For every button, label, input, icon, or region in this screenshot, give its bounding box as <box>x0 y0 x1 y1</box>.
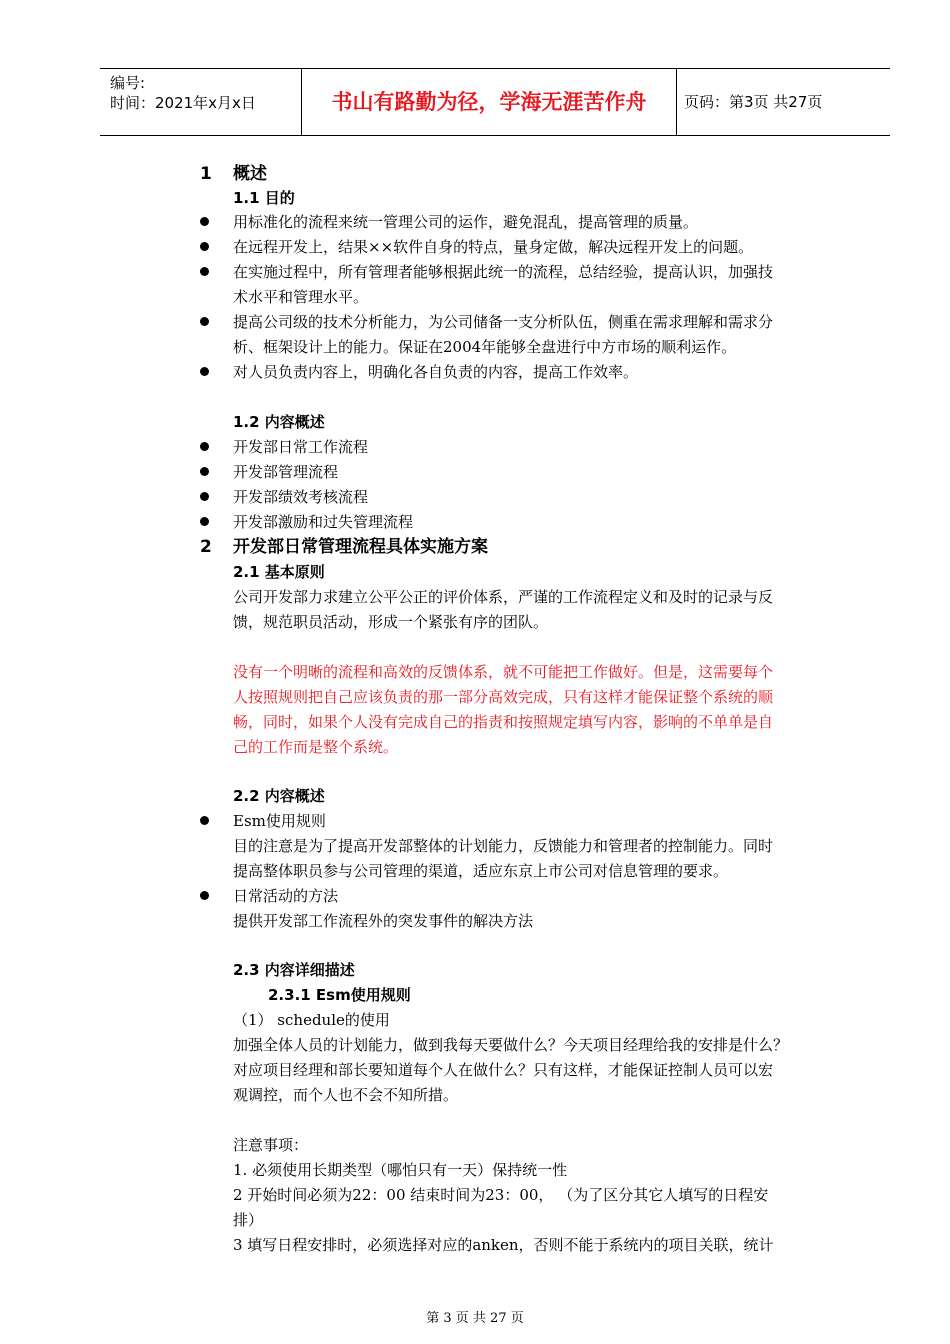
section-1-2-title: 1.2 内容概述 <box>233 413 325 431</box>
page-footer: 第 3 页 共 27 页 <box>426 1311 524 1326</box>
list-item: 开发部日常工作流程 <box>233 438 369 456</box>
date-label: 时间：2021年x月x日 <box>110 94 256 112</box>
paragraph-line: 排） <box>233 1211 264 1229</box>
paragraph-line: （1） schedule的使用 <box>233 1011 390 1029</box>
list-item: 在远程开发上，结果××软件自身的特点，量身定做，解决远程开发上的问题。 <box>233 238 754 256</box>
list-item: 提高公司级的技术分析能力，为公司储备一支分析队伍，侧重在需求理解和需求分 <box>233 313 774 331</box>
list-item: 在实施过程中，所有管理者能够根据此统一的流程，总结经验，提高认识，加强技 <box>233 263 774 281</box>
page-header <box>100 68 890 136</box>
paragraph-line: 对应项目经理和部长要知道每个人在做什么？只有这样，才能保证控制人员可以宏 <box>233 1061 774 1079</box>
paragraph-line: 观调控，而个人也不会不知所措。 <box>233 1086 459 1104</box>
bullet-dot <box>200 242 209 251</box>
bullet-dot <box>200 891 209 900</box>
bullet-dot <box>200 217 209 226</box>
bullet-dot <box>200 442 209 451</box>
section-2-2-title: 2.2 内容概述 <box>233 787 325 805</box>
paragraph-line: 3 填写日程安排时，必须选择对应的anken，否则不能于系统内的项目关联，统计 <box>233 1236 774 1254</box>
section-2-3-title: 2.3 内容详细描述 <box>233 961 355 979</box>
bullet-dot <box>200 467 209 476</box>
header-motto: 书山有路勤为径，学海无涯苦作舟 <box>301 69 677 135</box>
paragraph-line: 馈，规范职员活动，形成一个紧张有序的团队。 <box>233 613 549 631</box>
paragraph-line: 公司开发部力求建立公平公正的评价体系，严谨的工作流程定义和及时的记录与反 <box>233 588 774 606</box>
list-item: 开发部绩效考核流程 <box>233 488 369 506</box>
header-meta <box>100 69 300 135</box>
paragraph-line: 提高整体职员参与公司管理的渠道，适应东京上市公司对信息管理的要求。 <box>233 862 729 880</box>
list-item: Esm使用规则 <box>233 812 326 830</box>
bullet-dot <box>200 517 209 526</box>
list-item: 日常活动的方法 <box>233 887 339 905</box>
list-item-continued: 析、框架设计上的能力。保证在2004年能够全盘进行中方市场的顺利运作。 <box>233 338 737 356</box>
section-1-title: 概述 <box>233 164 267 184</box>
list-item: 开发部管理流程 <box>233 463 339 481</box>
bullet-dot <box>200 492 209 501</box>
bullet-dot <box>200 317 209 326</box>
paragraph-line: 加强全体人员的计划能力，做到我每天要做什么？今天项目经理给我的安排是什么？ <box>233 1036 789 1054</box>
paragraph-line: 1. 必须使用长期类型（哪怕只有一天）保持统一性 <box>233 1161 568 1179</box>
highlight-line: 人按照规则把自己应该负责的那一部分高效完成，只有这样才能保证整个系统的顺 <box>233 688 774 706</box>
highlight-line: 己的工作而是整个系统。 <box>233 738 399 756</box>
bullet-dot <box>200 367 209 376</box>
paragraph-line: 2 开始时间必须为22：00 结束时间为23：00， （为了区分其它人填写的日程安 <box>233 1186 769 1204</box>
section-2-title: 开发部日常管理流程具体实施方案 <box>233 537 488 557</box>
list-item-continued: 术水平和管理水平。 <box>233 288 369 306</box>
section-2-1-title: 2.1 基本原则 <box>233 563 325 581</box>
section-1-number: 1 <box>200 164 212 184</box>
header-page-label: 页码：第3页 共27页 <box>684 93 823 111</box>
number-label: 编号: <box>110 74 146 92</box>
highlight-line: 没有一个明晰的流程和高效的反馈体系，就不可能把工作做好。但是，这需要每个 <box>233 663 774 681</box>
list-item: 开发部激励和过失管理流程 <box>233 513 414 531</box>
bullet-dot <box>200 816 209 825</box>
section-1-1-title: 1.1 目的 <box>233 189 295 207</box>
paragraph-line: 目的注意是为了提高开发部整体的计划能力，反馈能力和管理者的控制能力。同时 <box>233 837 774 855</box>
list-item: 对人员负责内容上，明确化各自负责的内容，提高工作效率。 <box>233 363 639 381</box>
section-2-3-1-title: 2.3.1 Esm使用规则 <box>268 986 411 1004</box>
paragraph-line: 提供开发部工作流程外的突发事件的解决方法 <box>233 912 534 930</box>
paragraph-line: 注意事项： <box>233 1136 309 1154</box>
bullet-dot <box>200 267 209 276</box>
section-2-number: 2 <box>200 537 212 557</box>
list-item: 用标准化的流程来统一管理公司的运作，避免混乱，提高管理的质量。 <box>233 213 699 231</box>
highlight-line: 畅，同时，如果个人没有完成自己的指责和按照规定填写内容，影响的不单单是自 <box>233 713 774 731</box>
